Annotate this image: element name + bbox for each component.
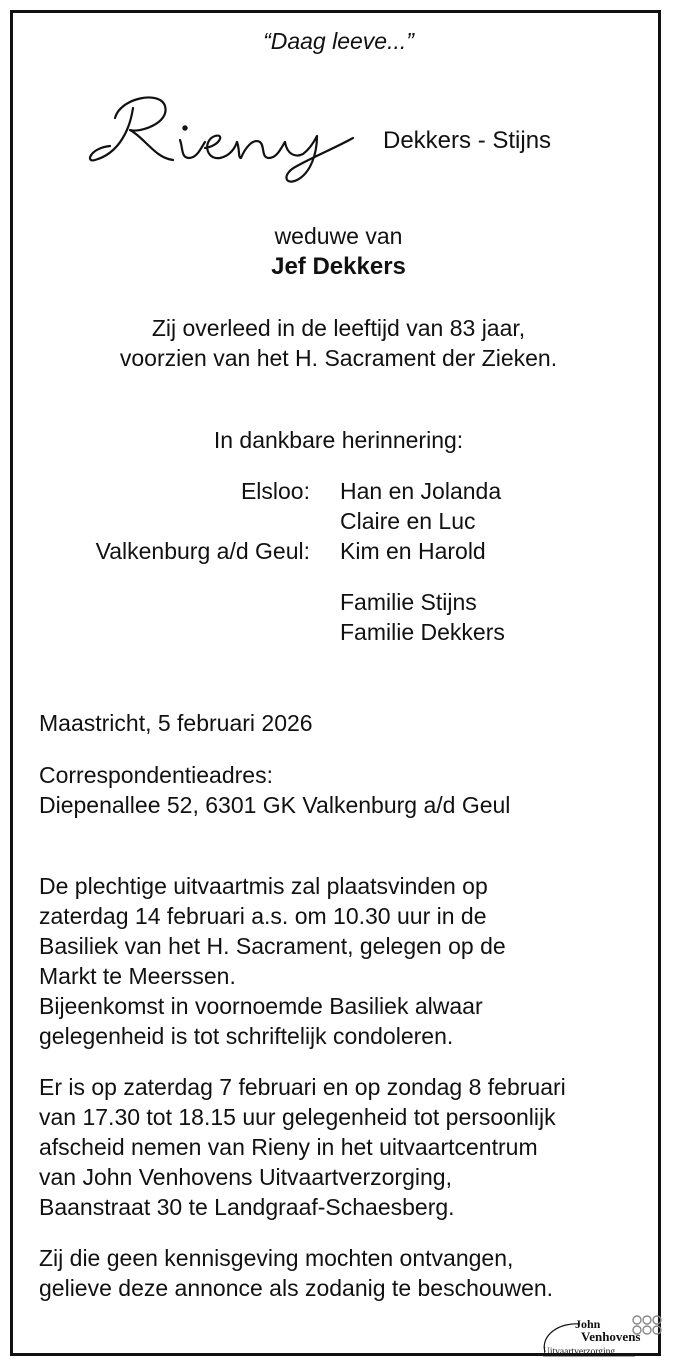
farewell-paragraph [39, 1072, 649, 1222]
widow-of-label: weduwe van [274, 223, 403, 249]
surname: Dekkers - Stijns [383, 127, 552, 154]
family-place: Elsloo: [240, 478, 310, 504]
svg-text:John: John [575, 1317, 601, 1331]
family-name: Han en Jolanda [340, 478, 502, 504]
opening-quote: “Daag leeve...” [263, 28, 414, 54]
extended-family: Familie Dekkers [340, 619, 505, 645]
death-line-2: voorzien van het H. Sacrament der Zieken. [119, 345, 558, 371]
correspondence-label: Correspondentieadres: [39, 762, 273, 788]
mass-line: Bijeenkomst in voornoemde Basiliek alwaar [39, 993, 483, 1019]
mass-line: Markt te Meerssen. [39, 963, 236, 989]
svg-text:Uitvaartverzorging: Uitvaartverzorging [543, 1347, 616, 1357]
farewell-line: Er is op zaterdag 7 februari en op zondag 8 februari [39, 1074, 566, 1100]
farewell-line: van John Venhovens Uitvaartverzorging, [39, 1164, 452, 1190]
first-name-signature [85, 78, 385, 188]
svg-text:Venhovens: Venhovens [581, 1329, 641, 1344]
family-name: Claire en Luc [340, 508, 476, 534]
widow-of-name: Jef Dekkers [271, 253, 406, 280]
death-line-1: Zij overleed in de leeftijd van 83 jaar, [151, 315, 526, 341]
funeral-mass-paragraph [39, 871, 649, 1051]
family-name: Kim en Harold [340, 538, 486, 564]
mass-line: De plechtige uitvaartmis zal plaatsvinden op [39, 873, 488, 899]
correspondence-address: Diepenallee 52, 6301 GK Valkenburg a/d Geul [39, 792, 511, 818]
notice-line: Zij die geen kennisgeving mochten ontvangen, [39, 1245, 514, 1271]
farewell-line: afscheid nemen van Rieny in het uitvaartcentrum [39, 1134, 538, 1160]
extended-family: Familie Stijns [340, 589, 477, 615]
farewell-line: van 17.30 tot 18.15 uur gelegenheid tot persoonlijk [39, 1104, 556, 1130]
notice-line: gelieve deze annonce als zodanig te beschouwen. [39, 1275, 554, 1301]
place-date: Maastricht, 5 februari 2026 [39, 710, 313, 736]
farewell-line: Baanstraat 30 te Landgraaf-Schaesberg. [39, 1194, 455, 1220]
family-place: Valkenburg a/d Geul: [95, 538, 310, 564]
memory-heading: In dankbare herinnering: [213, 427, 464, 453]
mass-line: Basiliek van het H. Sacrament, gelegen op de [39, 933, 506, 959]
mass-line: gelegenheid is tot schriftelijk condoleren. [39, 1023, 454, 1049]
funeral-home-logo [535, 1310, 675, 1360]
notice-paragraph [39, 1243, 649, 1303]
mass-line: zaterdag 14 februari a.s. om 10.30 uur in de [39, 903, 487, 929]
